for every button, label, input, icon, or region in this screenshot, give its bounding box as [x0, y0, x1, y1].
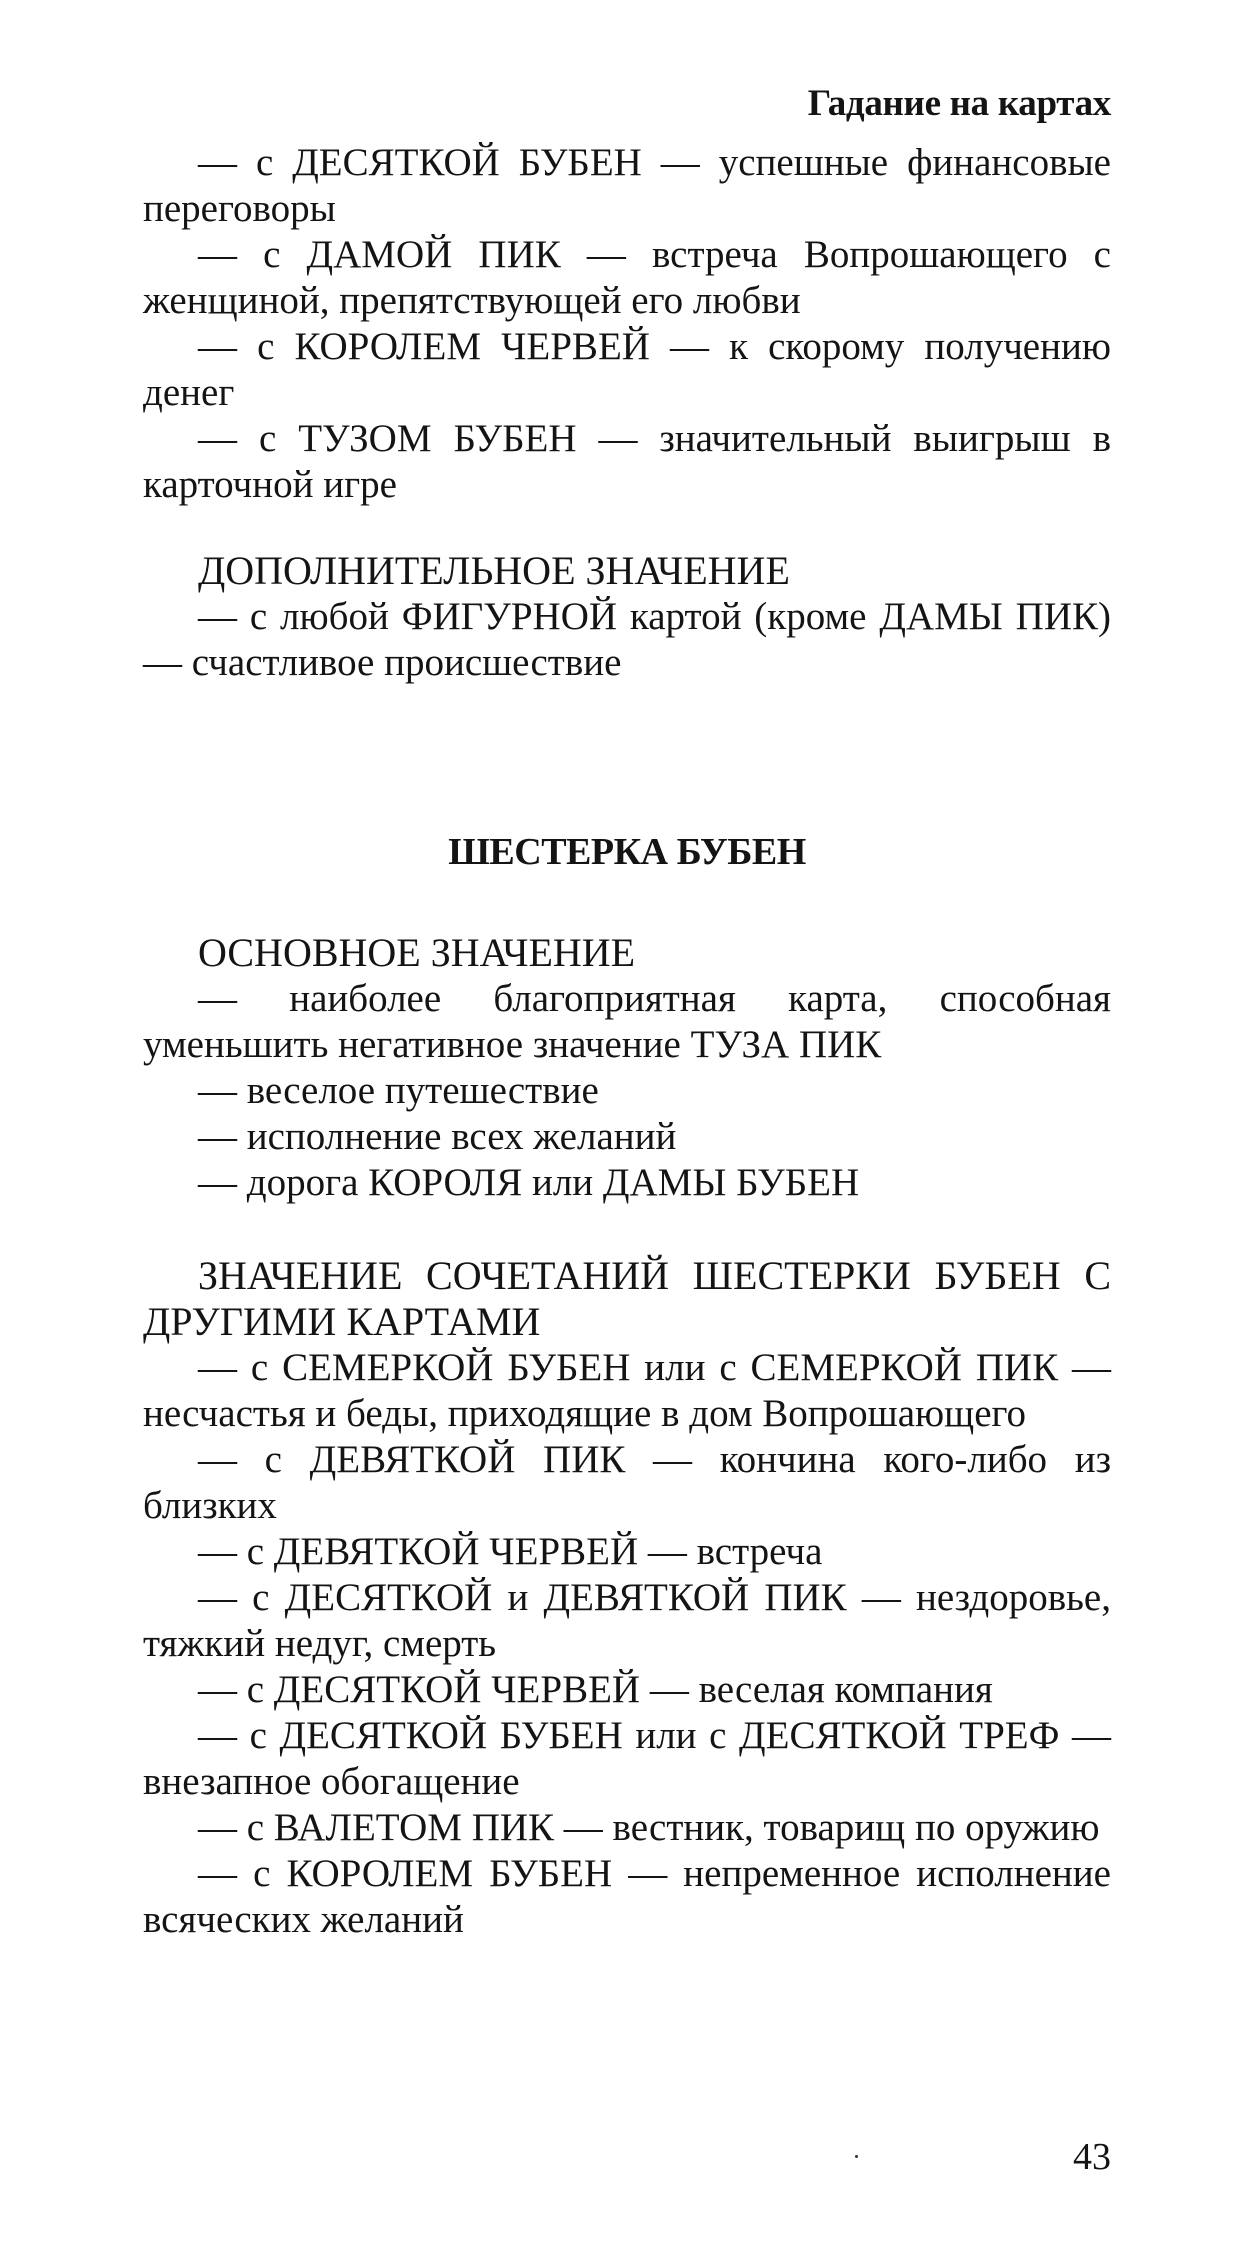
- paragraph: — с КОРОЛЕМ БУБЕН — непременное исполнение всяческих желаний: [143, 1852, 1111, 1941]
- paragraph: — с ВАЛЕТОМ ПИК — вестник, товарищ по оружию: [198, 1806, 1100, 1849]
- additional-meaning: [143, 548, 1111, 686]
- subheading: ЗНАЧЕНИЕ СОЧЕТАНИЙ ШЕСТЕРКИ БУБЕН С ДРУГИМИ КАРТАМИ: [143, 1253, 1111, 1344]
- paragraph: — исполнение всех желаний: [198, 1115, 677, 1158]
- paragraph: — с ДЕСЯТКОЙ и ДЕВЯТКОЙ ПИК — нездоровье, тяжкий недуг, смерть: [143, 1576, 1111, 1665]
- paragraph: — с КОРОЛЕМ ЧЕРВЕЙ — к скорому получению денег: [143, 325, 1111, 414]
- paragraph: — с ДЕВЯТКОЙ ПИК — кончина кого-либо из близких: [143, 1438, 1111, 1527]
- paragraph: — с ДЕСЯТКОЙ БУБЕН или с ДЕСЯТКОЙ ТРЕФ — внезапное обогащение: [143, 1714, 1111, 1803]
- paragraph: — веселое путешествие: [198, 1069, 599, 1112]
- paragraph: — с СЕМЕРКОЙ БУБЕН или с СЕМЕРКОЙ ПИК — несчастья и беды, приходящие в дом Вопрошающего: [143, 1346, 1111, 1435]
- paragraph: — наиболее благоприятная карта, способная уменьшить негативное значение ТУЗА ПИК: [143, 977, 1111, 1066]
- paragraph: — с ДЕСЯТКОЙ ЧЕРВЕЙ — веселая компания: [198, 1668, 993, 1711]
- main-meaning: [143, 930, 1111, 1206]
- paragraph: — дорога КОРОЛЯ или ДАМЫ БУБЕН: [198, 1161, 860, 1204]
- paragraph: — с ТУЗОМ БУБЕН — значительный выигрыш в карточной игре: [143, 417, 1111, 506]
- section-title: ШЕСТЕРКА БУБЕН: [448, 831, 806, 873]
- subheading: ОСНОВНОЕ ЗНАЧЕНИЕ: [198, 930, 636, 975]
- combinations-continued: [143, 140, 1111, 508]
- paragraph: — с любой ФИГУРНОЙ картой (кроме ДАМЫ ПИК) — счастливое происшествие: [143, 595, 1111, 684]
- book-page: [143, 0, 1111, 2254]
- print-speck: [855, 2155, 858, 2158]
- paragraph: — с ДЕСЯТКОЙ БУБЕН — успешные финансовые переговоры: [143, 141, 1111, 230]
- running-head: Гадание на картах: [807, 83, 1111, 124]
- subheading: ДОПОЛНИТЕЛЬНОЕ ЗНАЧЕНИЕ: [198, 548, 790, 593]
- paragraph: — с ДЕВЯТКОЙ ЧЕРВЕЙ — встреча: [198, 1530, 823, 1573]
- paragraph: — с ДАМОЙ ПИК — встреча Вопрошающего с женщиной, препятствующей его любви: [143, 233, 1111, 322]
- combinations: [143, 1253, 1111, 1943]
- page-number: 43: [1073, 2136, 1111, 2178]
